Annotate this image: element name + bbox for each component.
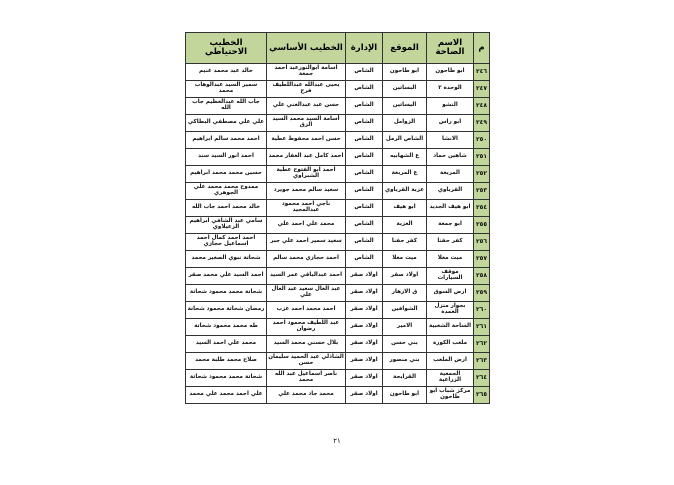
preachers-table	[185, 32, 490, 404]
row-number-cell: ٢٥٨	[474, 268, 490, 285]
administration-cell: الشاص	[346, 200, 383, 217]
table-row	[186, 319, 490, 336]
primary-preacher-cell: احمد كامل عبد الغفار محمد	[267, 149, 346, 166]
table-row	[186, 81, 490, 98]
mosque-name-cell: الجمعية الزراعية	[427, 370, 474, 387]
backup-preacher-cell: سامي عبد الشافي ابراهيم الزعيلاوي	[186, 217, 267, 234]
row-number-cell: ٢٤٨	[474, 98, 490, 115]
header-primary-preacher: الخطيب الأساسي	[267, 33, 346, 64]
backup-preacher-cell: شحاتة نبوي الصغير محمد	[186, 251, 267, 268]
table-row	[186, 183, 490, 200]
location-cell: كفر حفنا	[383, 234, 427, 251]
backup-preacher-cell: حسين محمد محمد ابراهيم	[186, 166, 267, 183]
location-cell: ابو هيف	[383, 200, 427, 217]
location-cell: عزبة القرباوي	[383, 183, 427, 200]
header-backup-preacher: الخطيب الاحتياطي	[186, 33, 267, 64]
mosque-name-cell: مركز شباب ابو طاحون	[427, 387, 474, 404]
primary-preacher-cell: احمد عبدالباقي عمر السيد	[267, 268, 346, 285]
administration-cell: الشاص	[346, 217, 383, 234]
location-cell: الامير	[383, 319, 427, 336]
table-row	[186, 251, 490, 268]
header-number: م	[474, 33, 490, 64]
table-row	[186, 115, 490, 132]
administration-cell: اولاد صقر	[346, 319, 383, 336]
primary-preacher-cell: محمد جاد محمد علي	[267, 387, 346, 404]
administration-cell: الشاص	[346, 166, 383, 183]
document-page	[185, 32, 489, 404]
row-number-cell: ٢٤٦	[474, 64, 490, 81]
mosque-name-cell: المربعة	[427, 166, 474, 183]
primary-preacher-cell: احمد ابو الفتوح عطية الشبراوي	[267, 166, 346, 183]
backup-preacher-cell: محمد علي احمد السيد	[186, 336, 267, 353]
row-number-cell: ٢٦٣	[474, 353, 490, 370]
mosque-name-cell: الوحدة ٢	[427, 81, 474, 98]
table-row	[186, 387, 490, 404]
row-number-cell: ٢٥٩	[474, 285, 490, 302]
primary-preacher-cell: محمد علي احمد علي	[267, 217, 346, 234]
backup-preacher-cell: جاب الله عبدالعظيم جاب الله	[186, 98, 267, 115]
row-number-cell: ٢٦٥	[474, 387, 490, 404]
backup-preacher-cell: خالد عبد محمد غنيم	[186, 64, 267, 81]
location-cell: بني حسن	[383, 336, 427, 353]
table-header-row	[186, 33, 490, 64]
backup-preacher-cell: احمد محمد سالم ابراهيم	[186, 132, 267, 149]
backup-preacher-cell: ممدوح محمد محمد علي الجوهري	[186, 183, 267, 200]
administration-cell: اولاد صقر	[346, 336, 383, 353]
table-row	[186, 370, 490, 387]
location-cell: الزوامل	[383, 115, 427, 132]
row-number-cell: ٢٦٢	[474, 336, 490, 353]
location-cell: ميت معلا	[383, 251, 427, 268]
mosque-name-cell: ميت معلا	[427, 251, 474, 268]
table-row	[186, 353, 490, 370]
administration-cell: الشاص	[346, 234, 383, 251]
backup-preacher-cell: رمضان شحاتة محمود شحاتة	[186, 302, 267, 319]
mosque-name-cell: ابو طاحون	[427, 64, 474, 81]
administration-cell: اولاد صقر	[346, 268, 383, 285]
table-row	[186, 268, 490, 285]
backup-preacher-cell: علي علي مصطفي البطاكي	[186, 115, 267, 132]
table-row	[186, 149, 490, 166]
administration-cell: الشاص	[346, 149, 383, 166]
row-number-cell: ٢٥٥	[474, 217, 490, 234]
mosque-name-cell: الانشا	[427, 132, 474, 149]
primary-preacher-cell: أسامة السيد محمد السيد الزق	[267, 115, 346, 132]
primary-preacher-cell: ناصر اسماعيل عبد الله محمد	[267, 370, 346, 387]
administration-cell: الشاص	[346, 183, 383, 200]
mosque-name-cell: ابو راس	[427, 115, 474, 132]
mosque-name-cell: النشو	[427, 98, 474, 115]
header-administration: الإدارة	[346, 33, 383, 64]
row-number-cell: ٢٦٤	[474, 370, 490, 387]
location-cell: ابو طاحون	[383, 387, 427, 404]
primary-preacher-cell: الشاذلي عبد الحميد سليمان حسن	[267, 353, 346, 370]
table-row	[186, 285, 490, 302]
backup-preacher-cell: طه محمد محمود شحاتة	[186, 319, 267, 336]
mosque-name-cell: موقف السيارات	[427, 268, 474, 285]
primary-preacher-cell: سعيد سمير احمد علي جبر	[267, 234, 346, 251]
backup-preacher-cell: خالد محمد احمد جاب الله	[186, 200, 267, 217]
administration-cell: اولاد صقر	[346, 370, 383, 387]
administration-cell: اولاد صقر	[346, 285, 383, 302]
administration-cell: الشاص	[346, 132, 383, 149]
mosque-name-cell: ارض السوق	[427, 285, 474, 302]
row-number-cell: ٢٥٤	[474, 200, 490, 217]
table-row	[186, 98, 490, 115]
primary-preacher-cell: عبد اللطيف محمود احمد رضوان	[267, 319, 346, 336]
row-number-cell: ٢٤٩	[474, 115, 490, 132]
location-cell: البساتين	[383, 81, 427, 98]
primary-preacher-cell: احمد محمد احمد عزب	[267, 302, 346, 319]
table-row	[186, 200, 490, 217]
backup-preacher-cell: احمد احمد كمال احمد اسماعيل حجازي	[186, 234, 267, 251]
primary-preacher-cell: حسن احمد محفوظ عطية	[267, 132, 346, 149]
table-row	[186, 302, 490, 319]
mosque-name-cell: ابو جمعة	[427, 217, 474, 234]
administration-cell: اولاد صقر	[346, 387, 383, 404]
page-number: ٢١	[333, 437, 341, 445]
mosque-name-cell: الساحة الشعبية	[427, 319, 474, 336]
backup-preacher-cell: علي احمد محمد علي محمد	[186, 387, 267, 404]
administration-cell: الشاص	[346, 251, 383, 268]
row-number-cell: ٢٤٧	[474, 81, 490, 98]
row-number-cell: ٢٦٠	[474, 302, 490, 319]
backup-preacher-cell: احمد انور السيد سند	[186, 149, 267, 166]
primary-preacher-cell: ناجي احمد محمود عبدالمجيد	[267, 200, 346, 217]
table-row	[186, 132, 490, 149]
mosque-name-cell: ملعب الكورة	[427, 336, 474, 353]
mosque-name-cell: كفر حفنا	[427, 234, 474, 251]
primary-preacher-cell: عبد العال سعيد عبد العال علي	[267, 285, 346, 302]
administration-cell: الشاص	[346, 98, 383, 115]
header-location: الموقع	[383, 33, 427, 64]
backup-preacher-cell: سمير السيد عبدالوهاب محمد	[186, 81, 267, 98]
row-number-cell: ٢٥٢	[474, 166, 490, 183]
row-number-cell: ٢٥٦	[474, 234, 490, 251]
location-cell: ع الشهابيه	[383, 149, 427, 166]
primary-preacher-cell: يحيى عبدالله عبداللطيف فرج	[267, 81, 346, 98]
location-cell: ع المربعة	[383, 166, 427, 183]
mosque-name-cell: ارض الملعب	[427, 353, 474, 370]
row-number-cell: ٢٥٠	[474, 132, 490, 149]
header-mosque-name: الاسم الصاحة	[427, 33, 474, 64]
row-number-cell: ٢٥١	[474, 149, 490, 166]
administration-cell: الشاص	[346, 115, 383, 132]
row-number-cell: ٢٦١	[474, 319, 490, 336]
location-cell: ق الازهار	[383, 285, 427, 302]
backup-preacher-cell: شحاتة محمد محمود شحاتة	[186, 370, 267, 387]
mosque-name-cell: القرباوي	[427, 183, 474, 200]
location-cell: القرايحة	[383, 370, 427, 387]
administration-cell: الشاص	[346, 64, 383, 81]
primary-preacher-cell: سعيد سالم محمد جويرد	[267, 183, 346, 200]
table-row	[186, 166, 490, 183]
location-cell: ابو طاحون	[383, 64, 427, 81]
administration-cell: اولاد صقر	[346, 302, 383, 319]
administration-cell: الشاص	[346, 81, 383, 98]
location-cell: اولاد صقر	[383, 268, 427, 285]
mosque-name-cell: شاهين حماد	[427, 149, 474, 166]
primary-preacher-cell: اسامة ابوالنورعبد احمد جمعة	[267, 64, 346, 81]
row-number-cell: ٢٥٧	[474, 251, 490, 268]
location-cell: البساتين	[383, 98, 427, 115]
administration-cell: اولاد صقر	[346, 353, 383, 370]
location-cell: العزبة	[383, 217, 427, 234]
table-row	[186, 234, 490, 251]
backup-preacher-cell: احمد السيد علي محمد صقر	[186, 268, 267, 285]
table-row	[186, 64, 490, 81]
backup-preacher-cell: صلاح محمد طلبة محمد	[186, 353, 267, 370]
primary-preacher-cell: احمد حجازي محمد سالم	[267, 251, 346, 268]
backup-preacher-cell: شحاتة محمد محمود شحاتة	[186, 285, 267, 302]
primary-preacher-cell: بلال حسني محمد السيد	[267, 336, 346, 353]
mosque-name-cell: بجوار منزل العمدة	[427, 302, 474, 319]
location-cell: الشاص الرمل	[383, 132, 427, 149]
location-cell: بني منصور	[383, 353, 427, 370]
mosque-name-cell: ابو هيف الجديد	[427, 200, 474, 217]
primary-preacher-cell: حسن عبد عبدالغني علي	[267, 98, 346, 115]
table-row	[186, 217, 490, 234]
location-cell: الشوافين	[383, 302, 427, 319]
row-number-cell: ٢٥٣	[474, 183, 490, 200]
table-row	[186, 336, 490, 353]
